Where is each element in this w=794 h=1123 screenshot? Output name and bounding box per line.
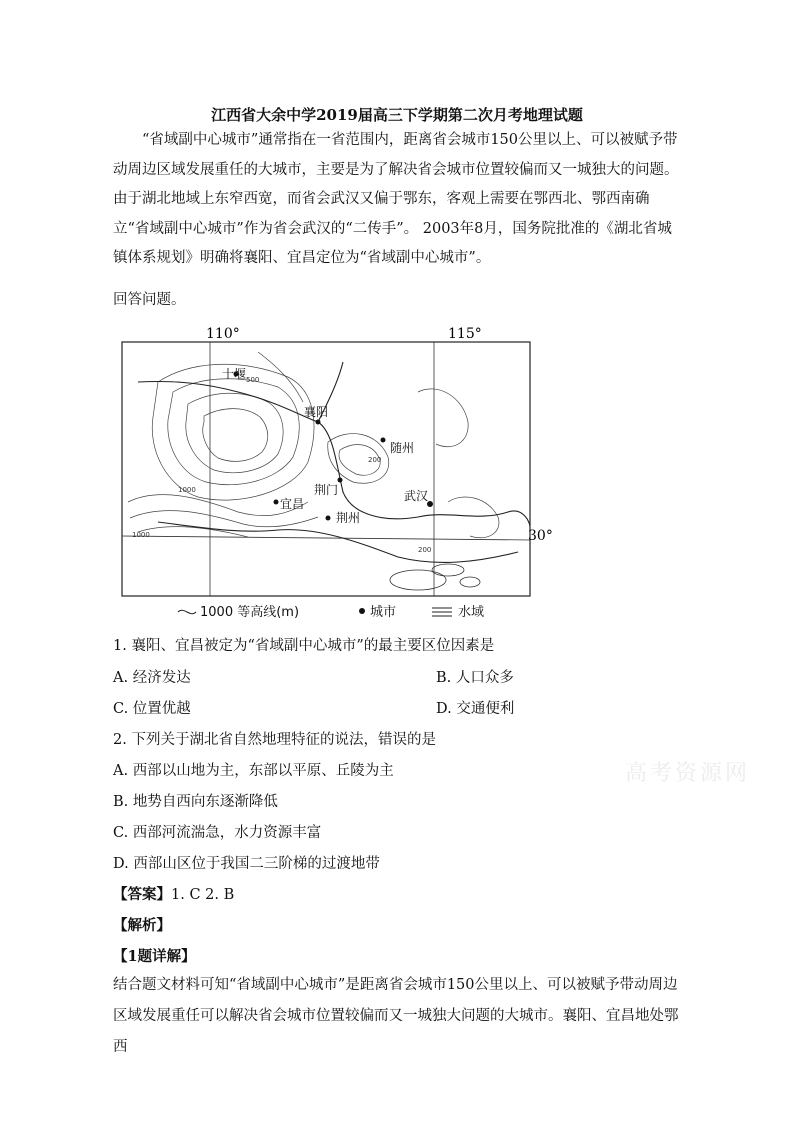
city-dot-yichang	[274, 500, 279, 505]
water-bodies	[390, 564, 480, 590]
question-2-option-b: B. 地势自西向东逐渐降低	[113, 794, 278, 810]
question-1-option-c: C. 位置优越	[113, 701, 191, 717]
city-label-yichang: 宜昌	[280, 497, 305, 511]
legend-city: 城市	[370, 605, 397, 620]
city-dot-suizhou	[381, 438, 386, 443]
prompt-text: 回答问题。	[113, 292, 186, 308]
legend-city-dot	[359, 608, 365, 614]
city-label-suizhou: 随州	[390, 441, 415, 455]
lon-label-115: 115°	[448, 326, 482, 342]
map-frame	[122, 342, 530, 596]
detail-label: 【1题详解】	[113, 948, 196, 965]
question-2-option-a: A. 西部以山地为主，东部以平原、丘陵为主	[113, 763, 394, 779]
city-label-shiyan: 十堰	[222, 367, 247, 381]
city-dot-jingzhou	[326, 516, 331, 521]
answer-text: 1. C 2. B	[171, 887, 235, 903]
question-1-option-d: D. 交通便利	[436, 701, 515, 717]
contour-value: 500	[246, 376, 260, 384]
contour-value: 200	[368, 456, 382, 464]
page-title: 江西省大余中学2019届高三下学期第二次月考地理试题	[211, 106, 583, 124]
city-label-xiangyang: 襄阳	[304, 405, 329, 419]
explanation-paragraph: 结合题文材料可知“省域副中心城市”是距离省会城市150公里以上、可以被赋予带动周边区域发展重任可以解决省会城市位置较偏而又一城独大问题的大城市。襄阳、宜昌地处鄂西	[113, 977, 679, 1055]
watermark: 高考资源网	[625, 761, 751, 786]
contour-value: 1000	[132, 531, 150, 539]
city-label-jingmen: 荆门	[314, 483, 339, 497]
answer-line	[113, 883, 234, 904]
question-1-stem: 1. 襄阳、宜昌被定为“省域副中心城市”的最主要区位因素是	[113, 638, 495, 654]
answer-label: 【答案】	[113, 886, 171, 903]
city-label-jingzhou: 荆州	[336, 511, 361, 525]
question-2-option-c: C. 西部河流湍急，水力资源丰富	[113, 825, 322, 841]
contour-value: 1000	[178, 486, 196, 494]
intro-paragraph: “省域副中心城市”通常指在一省范围内，距离省会城市150公里以上、可以被赋予带动周边区域发展重任的大城市，主要是为了解决省会城市位置较偏而又一城独大的问题。由于湖北地域上东窄西宽，而省会武汉又偏于鄂东，客观上需要在鄂西北、鄂西南确立“省域副中心城市”作为省会武汉的“二传手”。 2003年8月，国务院批准的《湖北省城镇体系规划》明确将襄阳、宜昌定位为“省域副中心城市”。	[113, 132, 679, 266]
city-label-wuhan: 武汉	[404, 489, 429, 503]
contour-value: 200	[418, 546, 432, 554]
question-1-option-a: A. 经济发达	[113, 670, 191, 686]
question-1-option-b: B. 人口众多	[436, 670, 514, 686]
lon-label-110: 110°	[206, 326, 240, 342]
hubei-map	[118, 322, 553, 622]
rivers	[138, 362, 530, 562]
water-legend-icon	[432, 608, 452, 616]
question-2-stem: 2. 下列关于湖北省自然地理特征的说法，错误的是	[113, 732, 436, 748]
parallel-30	[122, 536, 530, 540]
western-mountains	[128, 352, 499, 538]
city-dot-xiangyang	[316, 420, 321, 425]
legend-contour: 1000 等高线(m)	[200, 605, 300, 620]
map-legend	[178, 604, 484, 620]
question-2-option-d: D. 西部山区位于我国二三阶梯的过渡地带	[113, 856, 380, 872]
contour-values	[132, 376, 431, 554]
analysis-label: 【解析】	[113, 917, 171, 934]
lat-label-30: 30°	[528, 528, 553, 544]
contour-legend-line	[178, 610, 196, 613]
city-dot-jingmen	[338, 478, 343, 483]
legend-water: 水域	[458, 605, 485, 620]
